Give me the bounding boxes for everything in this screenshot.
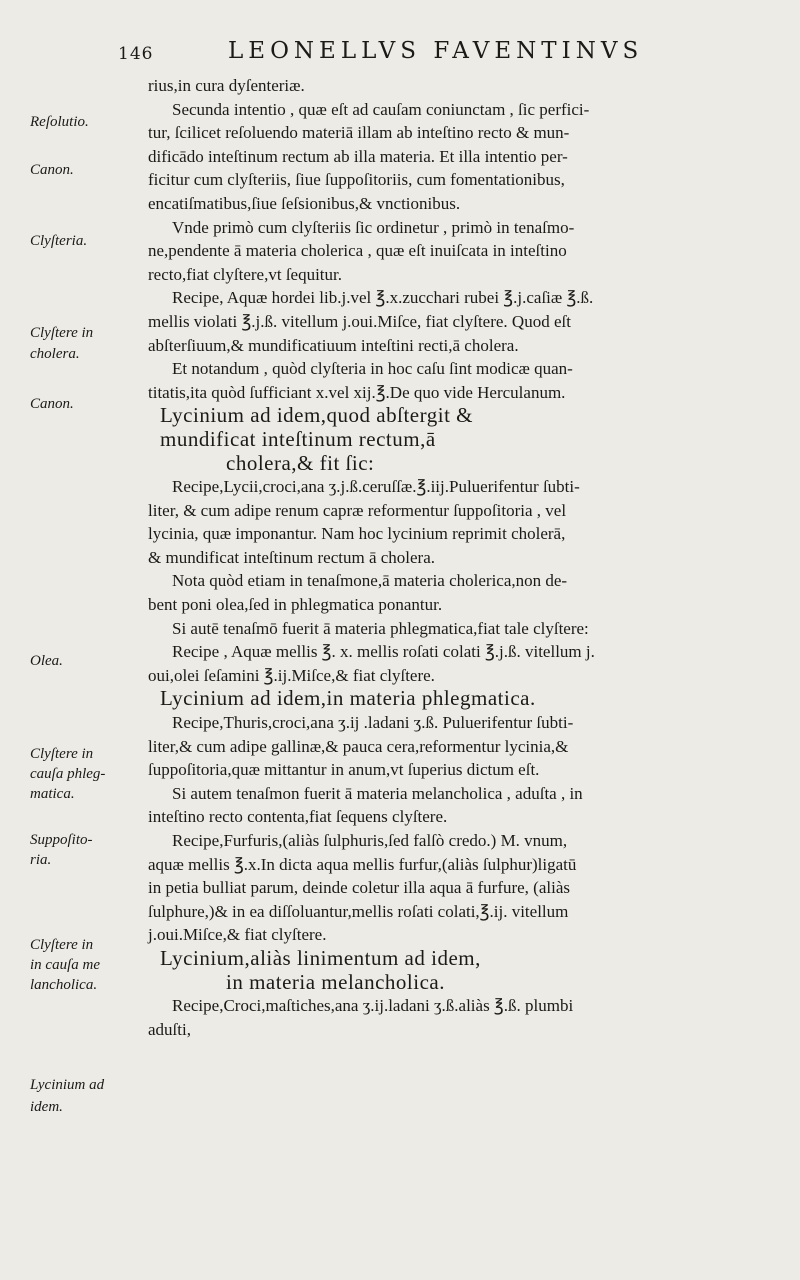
text-line: ficitur cum clyſteriis, ſiue ſuppoſitoriis, cum fomentationibus,	[148, 170, 565, 190]
text-line: aduſti,	[148, 1019, 191, 1039]
text-line: aquæ mellis ℥.x.In dicta aqua mellis furfur,(aliàs ſulphur)ligatū	[148, 854, 577, 874]
margin-note: in cauſa me	[30, 957, 100, 973]
text-line: Secunda intentio , quæ eſt ad cauſam coniunctam , ſic perfici-	[172, 99, 590, 119]
text-line: Recipe,Furfuris,(aliàs ſulphuris,ſed falſò credo.) M. vnum,	[172, 831, 568, 850]
margin-note: Clyſtere in	[30, 746, 94, 762]
text-line: j.oui.Miſce,& fiat clyſtere.	[148, 925, 327, 945]
margin-note: Clyſtere in	[30, 325, 94, 341]
text-line: liter,& cum adipe gallinæ,& pauca cera,reformentur lycinia,&	[148, 736, 569, 756]
text-line: recto,fiat clyſtere,vt ſequitur.	[148, 264, 343, 284]
margin-note: matica.	[30, 786, 75, 802]
text-line: ſuppoſitoria,quæ mittantur in anum,vt ſuperius dictum eſt.	[148, 760, 540, 780]
page-number: 146	[118, 44, 154, 64]
text-line: Recipe,Croci,maſtiches,ana ʒ.ij.ladani ʒ.ß.aliàs ℥.ß. plumbi	[172, 996, 574, 1016]
text-line: Recipe , Aquæ mellis ℥. x. mellis roſati colati ℥.j.ß. vitellum j.	[172, 642, 595, 662]
main-text	[148, 74, 796, 1041]
text-line: ne,pendente ā materia cholerica , quæ eſt inuiſcata in inteſtino	[148, 241, 567, 261]
margin-note: Canon.	[30, 396, 74, 412]
margin-note: Reſolutio.	[30, 114, 89, 130]
text-line: Recipe,Thuris,croci,ana ʒ.ij .ladani ʒ.ß. Puluerifentur ſubti-	[172, 713, 574, 733]
text-line: Si autem tenaſmon fuerit ā materia melancholica , aduſta , in	[172, 783, 583, 803]
margin-note: Clyſteria.	[30, 233, 88, 249]
margin-note: idem.	[30, 1099, 63, 1115]
text-line: in petia bulliat parum, deinde coletur illa aqua ā furfure, (aliàs	[148, 878, 570, 898]
text-line: inteſtino recto contenta,fiat ſequens clyſtere.	[148, 807, 448, 827]
text-line: tur, ſcilicet reſoluendo materiā illam ab inteſtino recto & mun-	[148, 123, 570, 143]
text-line: mellis violati ℥.j.ß. vitellum j.oui.Miſce, fiat clyſtere. Quod eſt	[148, 311, 571, 331]
section-heading-line: in materia melancholica.	[226, 969, 445, 994]
text-line: Vnde primò cum clyſteriis ſic ordinetur , primò in tenaſmo-	[172, 217, 575, 237]
text-line: lycinia, quæ imponantur. Nam hoc lycinium reprimit cholerā,	[148, 524, 566, 544]
text-line: & mundificat inteſtinum rectum ā cholera.	[148, 547, 436, 567]
text-line: oui,olei ſeſamini ℥.ij.Miſce,& fiat clyſtere.	[148, 665, 435, 685]
margin-note: Olea.	[30, 653, 63, 669]
text-line: encatiſmatibus,ſiue ſeſsionibus,& vnctionibus.	[148, 193, 461, 213]
margin-note: cholera.	[30, 346, 80, 362]
text-line: Recipe, Aquæ hordei lib.j.vel ℥.x.zucchari rubei ℥.j.caſiæ ℥.ß.	[172, 288, 594, 308]
margin-note: Lycinium ad	[30, 1077, 105, 1093]
text-line: Si autē tenaſmō fuerit ā materia phlegmatica,fiat tale clyſtere:	[172, 618, 589, 638]
margin-note: Suppoſito-	[30, 832, 93, 848]
text-line: abſterſiuum,& mundificatiuum inteſtini recti,ā cholera.	[148, 335, 519, 355]
section-heading-line: mundificat inteſtinum rectum,ā	[160, 426, 436, 451]
margin-note: lancholica.	[30, 977, 98, 993]
text-line: rius,in cura dyſenteriæ.	[148, 76, 305, 95]
section-heading-line: cholera,& fit ſic:	[226, 450, 375, 475]
text-line: dificādo inteſtinum rectum ab illa materia. Et illa intentio per-	[148, 146, 568, 166]
text-line: Nota quòd etiam in tenaſmone,ā materia cholerica,non de-	[172, 571, 568, 591]
text-line: Recipe,Lycii,croci,ana ʒ.j.ß.ceruſſæ.℥.iij.Puluerifentur ſubti-	[172, 477, 580, 497]
text-line: Et notandum , quòd clyſteria in hoc caſu ſint modicæ quan-	[172, 359, 573, 379]
margin-note: ria.	[30, 852, 52, 868]
text-line: titatis,ita quòd ſufficiant x.vel xij.℥.De quo vide Herculanum.	[148, 382, 566, 402]
margin-note: Clyſtere in	[30, 937, 94, 953]
section-heading-line: Lycinium ad idem,in materia phlegmatica.	[160, 686, 536, 711]
section-heading-line: Lycinium ad idem,quod abſtergit &	[160, 403, 473, 428]
margin-note: Canon.	[30, 162, 74, 178]
running-head: LEONELLVS FAVENTINVS	[228, 38, 644, 64]
section-heading-line: Lycinium,aliàs linimentum ad idem,	[160, 945, 481, 970]
margin-note: cauſa phleg-	[30, 766, 106, 782]
text-line: bent poni olea,ſed in phlegmatica ponantur.	[148, 595, 443, 615]
text-line: ſulphure,)& in ea diſſoluantur,mellis roſati colati,℥.ij. vitellum	[148, 901, 569, 921]
text-line: liter, & cum adipe renum capræ reformentur ſuppoſitoria , vel	[148, 500, 567, 520]
